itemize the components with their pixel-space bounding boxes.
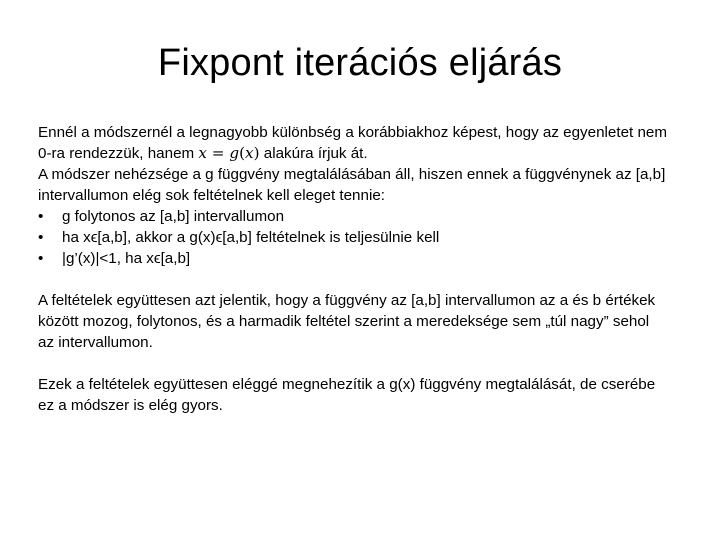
intro-text-after-formula: alakúra írjuk át. [259, 145, 368, 162]
slide-body [38, 122, 714, 416]
formula-g: g [229, 144, 240, 162]
formula-x: x [198, 144, 207, 162]
fixpoint-formula [198, 144, 259, 162]
condition-text-1: g folytonos az [a,b] intervallumon [62, 208, 285, 225]
spacer [38, 353, 714, 374]
condition-text-3: |g’(x)|<1, ha xϵ[a,b] [62, 250, 191, 267]
paragraph2-line-1: A feltételek együttesen azt jelentik, hogy a függvény az [a,b] intervallumon az a és b értékek [38, 292, 656, 309]
difficulty-line-2: intervallumon elég sok feltételnek kell eleget tennie: [38, 187, 385, 204]
bullet-icon: • [38, 208, 44, 225]
paragraph2-line-3: az intervallumon. [38, 334, 153, 351]
paragraph3-line-1: Ezek a feltételek együttesen eléggé megnehezítik a g(x) függvény megtalálását, de cserébe [38, 376, 656, 393]
intro-line-1: Ennél a módszernél a legnagyobb különbség a korábbiakhoz képest, hogy az egyenletet nem [38, 124, 668, 141]
condition-bullet-2 [38, 227, 714, 248]
intro-text-before-formula: 0-ra rendezzük, hanem [38, 145, 199, 162]
condition-bullet-3 [38, 248, 714, 269]
spacer [38, 269, 714, 290]
condition-bullet-1 [38, 206, 714, 227]
bullet-icon: • [38, 229, 44, 246]
slide-title: Fixpont iterációs eljárás [157, 42, 563, 84]
intro-line-2 [38, 143, 714, 164]
difficulty-line-1: A módszer nehézsége a g függvény megtalálásában áll, hiszen ennek a függvénynek az [a,b] [38, 166, 666, 183]
bullet-icon: • [38, 250, 44, 267]
paragraph2-line-2: között mozog, folytonos, és a harmadik feltétel szerint a meredeksége sem „túl nagy” sehol [38, 313, 650, 330]
formula-paren-open: ( [239, 144, 246, 162]
formula-arg: x [245, 144, 254, 162]
paragraph3-line-2: ez a módszer is elég gyors. [38, 397, 223, 414]
formula-equals: = [206, 144, 230, 162]
condition-text-2: ha xϵ[a,b], akkor a g(x)ϵ[a,b] feltételnek is teljesülnie kell [62, 229, 440, 246]
formula-paren-close: ) [253, 144, 260, 162]
